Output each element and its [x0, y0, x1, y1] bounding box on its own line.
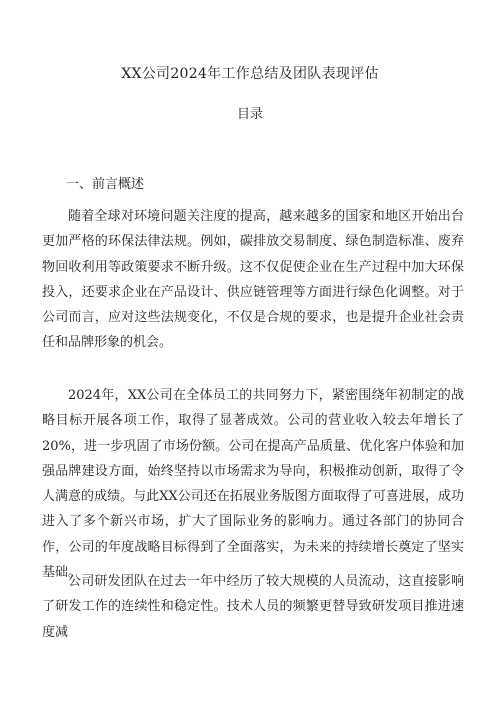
body-paragraph: 公司研发团队在过去一年中经历了较大规模的人员流动，这直接影响了研发工作的连续性和稳定性。技术人员的频繁更替导致研发项目推进速度减: [42, 574, 464, 640]
body-paragraph: 随着全球对环境问题关注度的提高，越来越多的国家和地区开始出台更加严格的环保法律法规。例如，碳排放交易制度、绿色制造标准、废弃物回收利用等政策要求不断升级。这不仅促使企业在生产过程中加大环保投入，还要求企业在产品设计、供应链管理等方面进行绿色化调整。对于公司而言，应对这些法规变化，不仅是合规的要求，也是提升企业社会责任和品牌形象的机会。: [42, 209, 464, 351]
section-heading: 一、前言概述: [66, 177, 145, 192]
toc-heading: 目录: [236, 107, 263, 122]
body-paragraph: 2024年，XX公司在全体员工的共同努力下，紧密围绕年初制定的战略目标开展各项工作，取得了显著成效。公司的营业收入较去年增长了20%，进一步巩固了市场份额。公司在提高产品质量、优化客户体验和加强品牌建设方面，始终坚持以市场需求为导向，积极推动创新，取得了令人满意的成绩。与此XX公司还在拓展业务版图方面取得了可喜进展，成功进入了多个新兴市场，扩大了国际业务的影响力。通过各部门的协同合作，公司的年度战略目标得到了全面落实，为未来的持续增长奠定了坚实基础。: [42, 388, 464, 581]
document-title: XX公司2024年工作总结及团队表现评估: [121, 66, 379, 82]
